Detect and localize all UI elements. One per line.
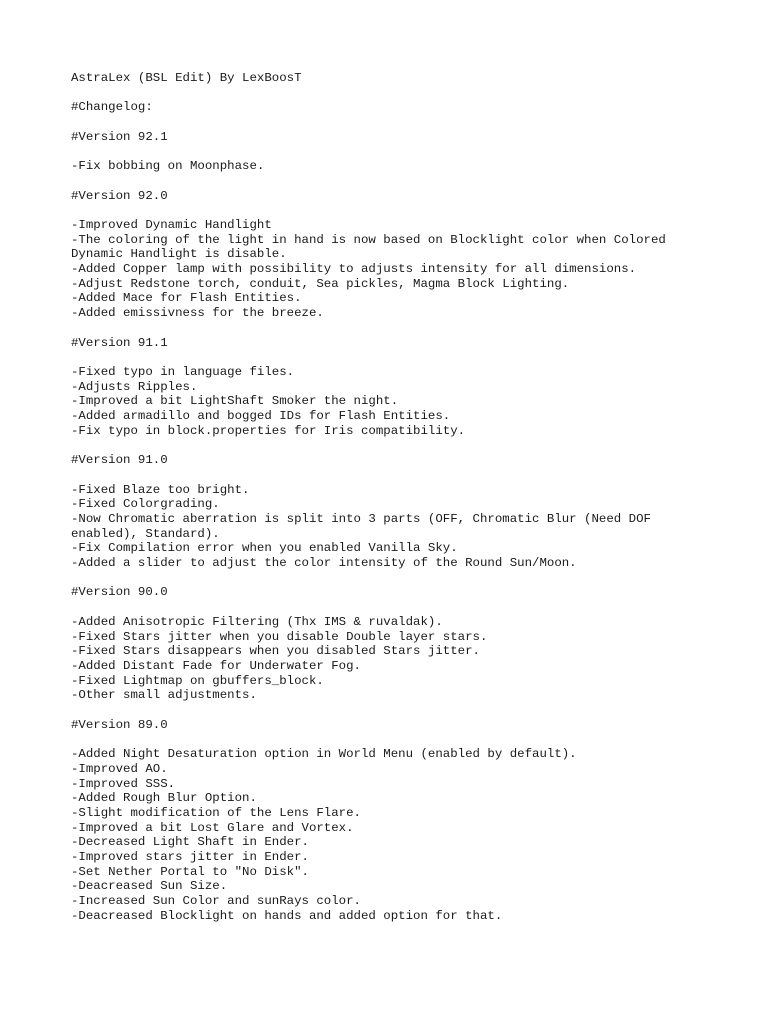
changelog-item: -Adjust Redstone torch, conduit, Sea pickles, Magma Block Lighting.	[71, 276, 570, 291]
changelog-item: -Fixed Lightmap on gbuffers_block.	[71, 673, 324, 688]
blank-line	[71, 703, 711, 718]
changelog-item: -Fix bobbing on Moonphase.	[71, 159, 265, 174]
changelog-item: -Set Nether Portal to "No Disk".	[71, 864, 309, 879]
blank-line	[71, 438, 711, 453]
document-title: AstraLex (BSL Edit) By LexBoosT	[71, 71, 302, 85]
changelog-item: -Added emissivness for the breeze.	[71, 306, 324, 321]
changelog-item: -Added Rough Blur Option.	[71, 791, 257, 806]
blank-line	[71, 350, 711, 365]
blank-line	[71, 174, 711, 189]
version-heading: #Version 92.1	[71, 129, 168, 144]
version-heading: #Version 92.0	[71, 188, 168, 203]
changelog-item: -Fix typo in block.properties for Iris compatibility.	[71, 423, 466, 438]
changelog-item: -Slight modification of the Lens Flare.	[71, 805, 361, 820]
changelog-item: -Improved AO.	[71, 761, 168, 776]
changelog-item: -Improved stars jitter in Ender.	[71, 850, 309, 865]
changelog-item: -Fixed Colorgrading.	[71, 497, 220, 512]
blank-line	[71, 600, 711, 615]
changelog-item: -Added armadillo and bogged IDs for Flash Entities.	[71, 409, 451, 424]
version-heading: #Version 91.0	[71, 453, 168, 468]
changelog-item: -Now Chromatic aberration is split into 3 parts (OFF, Chromatic Blur (Need DOF	[71, 511, 651, 526]
changelog-item: -Decreased Light Shaft in Ender.	[71, 835, 309, 850]
blank-line	[71, 732, 711, 747]
version-heading: #Version 89.0	[71, 717, 168, 732]
changelog-item: -Other small adjustments.	[71, 688, 257, 703]
changelog-item: -Fixed Blaze too bright.	[71, 482, 250, 497]
changelog-item: -Added Anisotropic Filtering (Thx IMS & ruvaldak).	[71, 614, 443, 629]
blank-line	[71, 468, 711, 483]
changelog-item: -Deacreased Sun Size.	[71, 879, 228, 894]
version-heading: #Version 91.1	[71, 335, 168, 350]
blank-line	[71, 86, 711, 101]
changelog-item: -Added Night Desaturation option in World Menu (enabled by default).	[71, 747, 577, 762]
blank-line	[71, 144, 711, 159]
changelog-item-continuation: Dynamic Handlight is disable.	[71, 247, 287, 262]
blank-line	[71, 571, 711, 586]
changelog-item: -Fixed typo in language files.	[71, 364, 295, 379]
changelog-item: -Fixed Stars disappears when you disabled Stars jitter.	[71, 644, 480, 659]
changelog-text	[71, 71, 711, 924]
version-heading: #Version 90.0	[71, 585, 168, 600]
changelog-item: -Added Distant Fade for Underwater Fog.	[71, 658, 361, 673]
changelog-item: -Added a slider to adjust the color intensity of the Round Sun/Moon.	[71, 556, 577, 571]
changelog-item: -Fix Compilation error when you enabled Vanilla Sky.	[71, 541, 458, 556]
changelog-item: -Improved Dynamic Handlight	[71, 217, 272, 232]
changelog-item: -Improved a bit LightShaft Smoker the night.	[71, 394, 399, 409]
changelog-item: -Added Mace for Flash Entities.	[71, 291, 302, 306]
blank-line	[71, 321, 711, 336]
changelog-item: -Improved SSS.	[71, 776, 176, 791]
changelog-item: -Added Copper lamp with possibility to adjusts intensity for all dimensions.	[71, 262, 637, 277]
changelog-item: -Increased Sun Color and sunRays color.	[71, 894, 361, 909]
changelog-item: -Improved a bit Lost Glare and Vortex.	[71, 820, 354, 835]
blank-line	[71, 115, 711, 130]
changelog-heading: #Changelog:	[71, 100, 153, 115]
changelog-item: -Fixed Stars jitter when you disable Double layer stars.	[71, 629, 488, 644]
changelog-item: -The coloring of the light in hand is now based on Blocklight color when Colored	[71, 232, 666, 247]
changelog-item-continuation: enabled), Standard).	[71, 526, 220, 541]
changelog-item: -Deacreased Blocklight on hands and added option for that.	[71, 908, 503, 923]
blank-line	[71, 203, 711, 218]
changelog-item: -Adjusts Ripples.	[71, 379, 198, 394]
